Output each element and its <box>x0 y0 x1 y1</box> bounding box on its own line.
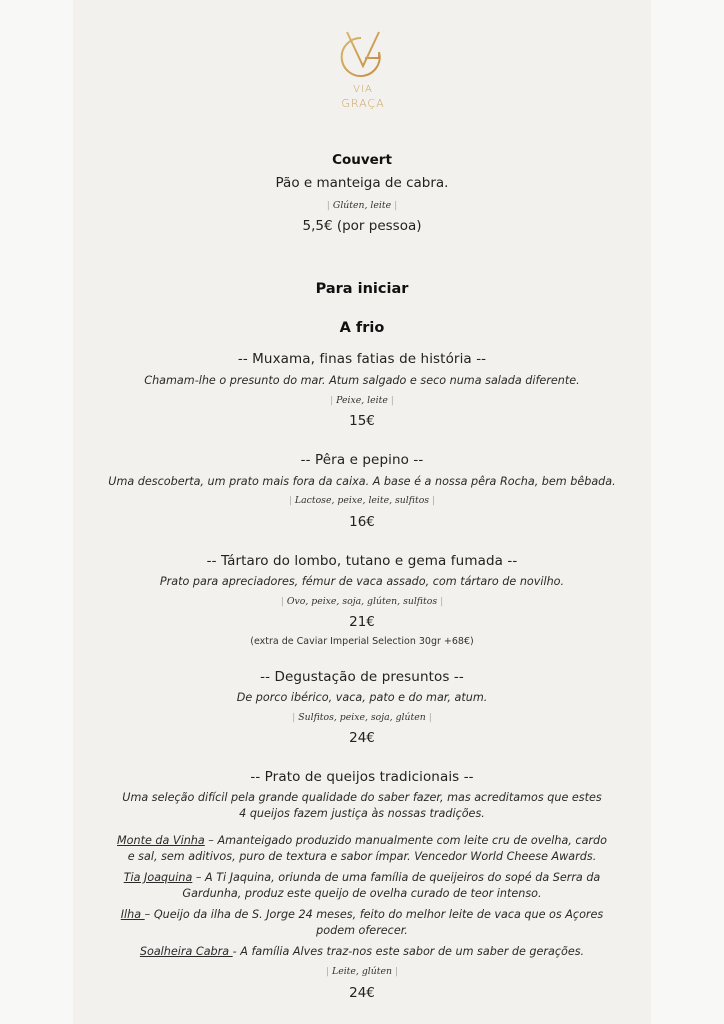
dish-description: Uma descoberta, um prato mais fora da caixa. A base é a nossa pêra Rocha, bem bêbada. <box>108 475 616 488</box>
dish-price: 16€ <box>349 514 375 530</box>
subsection-title: A frio <box>339 320 385 336</box>
dish-description-line2: 4 queijos fazem justiça às nossas tradições. <box>239 807 485 820</box>
dish-extra: (extra de Caviar Imperial Selection 30gr +68€) <box>250 636 474 647</box>
dish-price: 21€ <box>349 614 375 630</box>
couvert-item: Pão e manteiga de cabra. <box>275 175 449 191</box>
brand-name-line1: VIA <box>353 84 373 95</box>
cheese-name: Soalheira Cabra <box>139 945 233 958</box>
cheese-name: Tia Joaquina <box>123 871 193 884</box>
dish-price: 24€ <box>349 730 375 746</box>
dish-description-line1: Uma seleção difícil pela grande qualidade do saber fazer, mas acreditamos que estes <box>122 791 602 804</box>
cheese-soalheira-cabra: Soalheira Cabra - A família Alves traz-nos este sabor de um saber de gerações. <box>139 945 585 958</box>
cheese-tia-joaquina: Tia Joaquina – A Ti Jaquina, oriunda de uma família de queijeiros do sopé da Serra da <box>123 871 601 884</box>
via-graca-logo <box>333 28 393 114</box>
dish-description: De porco ibérico, vaca, pato e do mar, atum. <box>236 691 488 704</box>
dish-name: -- Prato de queijos tradicionais -- <box>250 769 474 785</box>
dish-allergens: | Lactose, peixe, leite, sulfitos | <box>288 495 436 506</box>
cheese-tia-joaquina-line2: Gardunha, produz este queijo de ovelha curado de teor intenso. <box>182 887 542 900</box>
dish-allergens: | Ovo, peixe, soja, glúten, sulfitos | <box>280 596 444 607</box>
menu-page <box>73 0 651 1024</box>
dish-allergens: | Peixe, leite | <box>330 395 394 406</box>
couvert-price: 5,5€ (por pessoa) <box>302 218 422 234</box>
cheese-ilha: Ilha – Queijo da ilha de S. Jorge 24 meses, feito do melhor leite de vaca que os Açores <box>120 908 604 921</box>
dish-allergens: | Sulfitos, peixe, soja, glúten | <box>292 712 432 723</box>
section-title: Para iniciar <box>315 281 409 297</box>
dish-allergens: | Leite, glúten | <box>325 966 399 977</box>
couvert-title: Couvert <box>332 152 392 168</box>
dish-name: -- Muxama, finas fatias de história -- <box>237 351 487 367</box>
cheese-name: Monte da Vinha <box>117 834 205 847</box>
cheese-monte-da-vinha-line2: e sal, sem aditivos, puro de textura e sabor ímpar. Vencedor World Cheese Awards. <box>127 850 597 863</box>
brand-name-line2: GRAÇA <box>341 97 385 110</box>
dish-name: -- Degustação de presuntos -- <box>260 669 464 685</box>
dish-description: Chamam-lhe o presunto do mar. Atum salgado e seco numa salada diferente. <box>144 374 580 387</box>
dish-name: -- Tártaro do lombo, tutano e gema fumada -- <box>206 553 518 569</box>
cheese-name: Ilha <box>120 908 145 921</box>
cheese-ilha-line2: podem oferecer. <box>316 924 408 937</box>
dish-description: Prato para apreciadores, fémur de vaca assado, com tártaro de novilho. <box>159 575 565 588</box>
dish-price: 15€ <box>349 413 375 429</box>
dish-price: 24€ <box>349 985 375 1001</box>
vg-monogram-icon <box>333 28 393 84</box>
couvert-allergens: | Glúten, leite | <box>326 200 398 211</box>
dish-name: -- Pêra e pepino -- <box>300 452 424 468</box>
cheese-monte-da-vinha: Monte da Vinha – Amanteigado produzido manualmente com leite cru de ovelha, cardo <box>117 834 607 847</box>
